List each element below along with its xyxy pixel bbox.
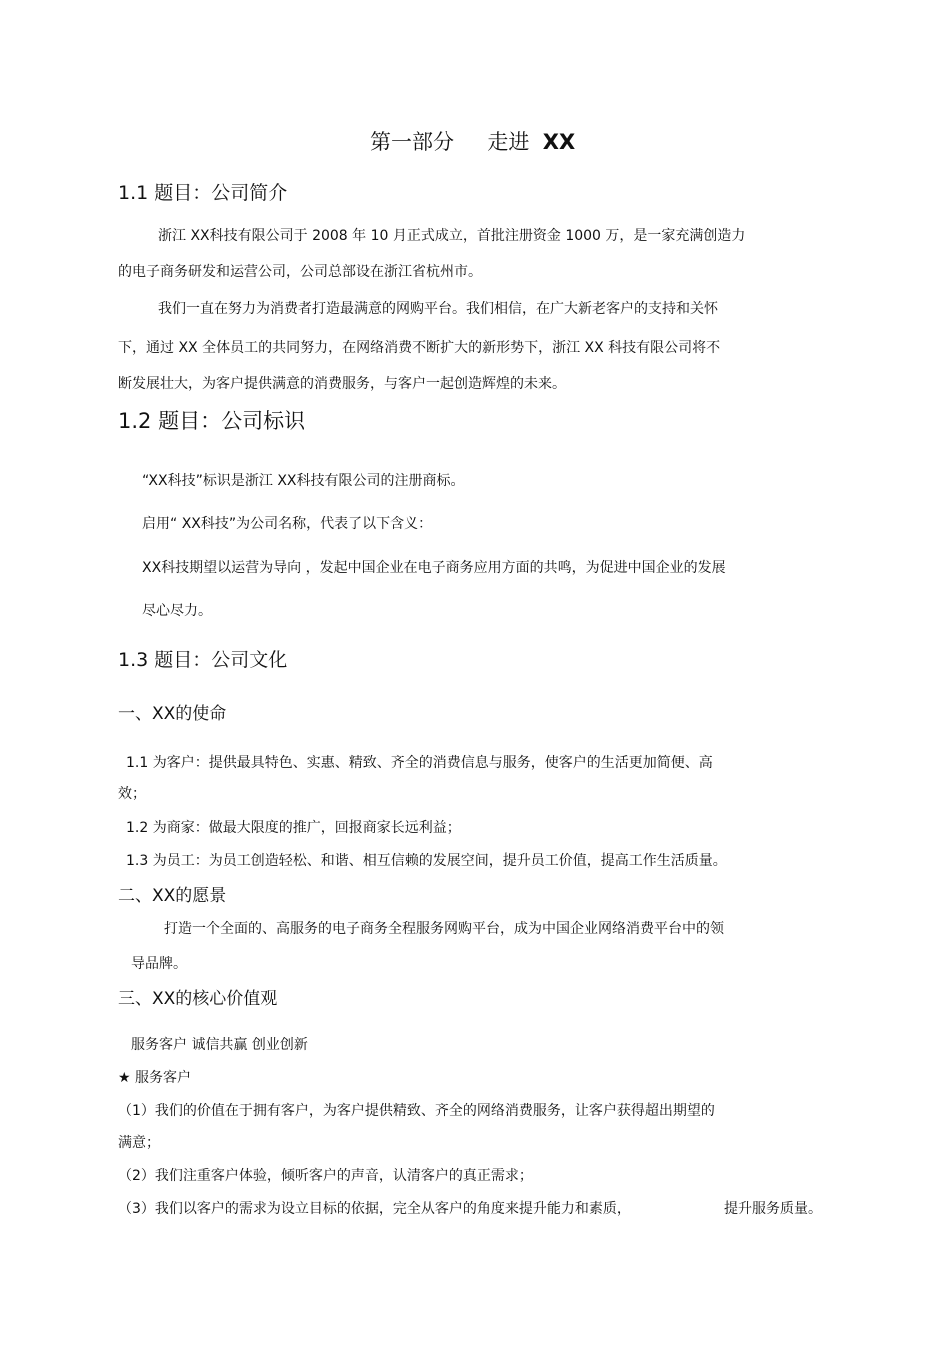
- values-point1-line2: 满意；: [118, 1135, 160, 1151]
- logo-line4: 尽心尽力。: [142, 603, 212, 619]
- section-1-2-heading: 1.2 题目：公司标识: [118, 409, 306, 433]
- logo-line2: 启用“ XX科技”为公司名称，代表了以下含义：: [142, 516, 433, 532]
- section-1-3-heading: 1.3 题目：公司文化: [118, 649, 288, 671]
- intro-para1-line1: 浙江 XX科技有限公司于 2008 年 10 月正式成立，首批注册资金 1000 万，是一家充满创造力: [158, 228, 746, 244]
- intro-para1-line2: 的电子商务研发和运营公司，公司总部设在浙江省杭州市。: [118, 264, 482, 280]
- intro-para2-line3: 断发展壮大，为客户提供满意的消费服务，与客户一起创造辉煌的未来。: [118, 376, 566, 392]
- title-sub: 走进: [487, 130, 530, 154]
- values-point3-part1: （3）我们以客户的需求为设立目标的依据，完全从客户的角度来提升能力和素质，: [118, 1201, 631, 1217]
- section-1-1-heading: 1.1 题目：公司简介: [118, 182, 288, 204]
- intro-para2-line2: 下，通过 XX 全体员工的共同努力，在网络消费不断扩大的新形势下，浙江 XX 科技有限公司将不: [118, 340, 721, 356]
- page-title: [370, 128, 575, 156]
- values-point2: （2）我们注重客户体验，倾听客户的声音，认清客户的真正需求；: [118, 1168, 533, 1184]
- mission-item2: 1.2 为商家：做最大限度的推广，回报商家长远利益；: [126, 820, 461, 836]
- logo-line1: “XX科技”标识是浙江 XX科技有限公司的注册商标。: [142, 473, 465, 489]
- intro-para2-line1: 我们一直在努力为消费者打造最满意的网购平台。我们相信，在广大新老客户的支持和关怀: [158, 301, 718, 317]
- values-point1-line1: （1）我们的价值在于拥有客户，为客户提供精致、齐全的网络消费服务，让客户获得超出期望的: [118, 1103, 715, 1119]
- mission-item1-line1: 1.1 为客户：提供最具特色、实惠、精致、齐全的消费信息与服务，使客户的生活更加简便、高: [126, 755, 713, 771]
- mission-item3: 1.3 为员工：为员工创造轻松、和谐、相互信赖的发展空间，提升员工价值，提高工作生活质量。: [126, 853, 727, 869]
- values-star-item: ★ 服务客户: [118, 1070, 192, 1086]
- vision-line1: 打造一个全面的、高服务的电子商务全程服务网购平台，成为中国企业网络消费平台中的领: [164, 921, 724, 937]
- title-brand: XX: [542, 130, 576, 154]
- values-list: 服务客户 诚信共赢 创业创新: [131, 1037, 308, 1053]
- vision-line2: 导品牌。: [131, 956, 187, 972]
- mission-heading: 一、XX的使命: [118, 704, 227, 724]
- values-point3-part2: 提升服务质量。: [724, 1201, 822, 1217]
- title-main: 第一部分: [370, 130, 454, 154]
- mission-item1-line2: 效；: [118, 786, 146, 802]
- logo-line3: XX科技期望以运营为导向 ，发起中国企业在电子商务应用方面的共鸣，为促进中国企业的发展: [142, 560, 726, 576]
- vision-heading: 二、XX的愿景: [118, 886, 227, 906]
- values-heading: 三、XX的核心价值观: [118, 989, 278, 1009]
